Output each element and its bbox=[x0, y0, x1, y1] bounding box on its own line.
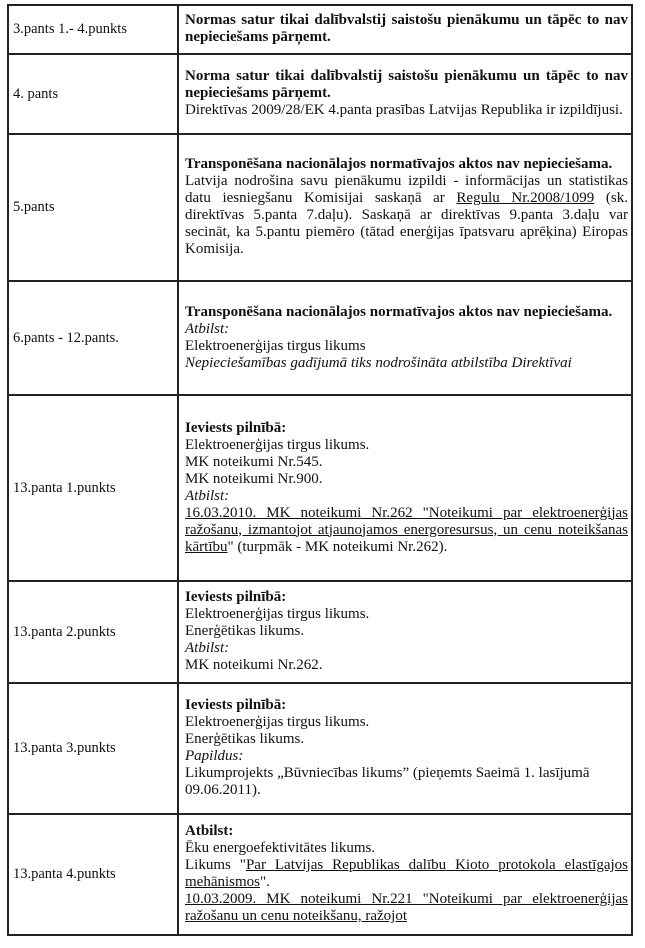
note-cell bbox=[178, 281, 632, 395]
table-row bbox=[8, 814, 632, 935]
note-line: MK noteikumi Nr.900. bbox=[185, 470, 323, 487]
article-cell: 13.panta 4.punkts bbox=[8, 814, 178, 935]
note-line: Enerģētikas likums. bbox=[185, 623, 305, 639]
note-cell bbox=[178, 395, 632, 581]
article-cell: 5.pants bbox=[8, 134, 178, 281]
note-line: Atbilst: bbox=[185, 823, 234, 839]
table-row bbox=[8, 5, 632, 54]
note-line: Papildus: bbox=[185, 748, 244, 764]
note-line: Norma satur tikai dalībvalstij saistošu pienākumu un tāpēc to nav nepieciešams pārņemt. bbox=[185, 68, 628, 101]
note-line: Atbilst: bbox=[185, 320, 230, 337]
note-line: Transponēšana nacionālajos normatīvajos aktos nav nepieciešama. bbox=[185, 156, 613, 172]
note-cell bbox=[178, 5, 632, 54]
table-row bbox=[8, 134, 632, 281]
article-cell: 3.pants 1.- 4.punkts bbox=[8, 5, 178, 54]
note-line: Nepieciešamības gadījumā tiks nodrošināta atbilstība Direktīvai bbox=[185, 354, 572, 371]
note-cell bbox=[178, 814, 632, 935]
article-cell: 13.panta 3.punkts bbox=[8, 683, 178, 814]
note-cell bbox=[178, 134, 632, 281]
note-line: Atbilst: bbox=[185, 640, 230, 656]
note-line: Elektroenerģijas tirgus likums. bbox=[185, 436, 370, 453]
regulation-link[interactable]: 10.03.2009. MK noteikumi Nr.221 "Noteikumi par elektroenerģijas ražošanu un cenu noteikšanu, ražojot bbox=[185, 891, 628, 924]
note-line: Ēku energoefektivitātes likums. bbox=[185, 840, 376, 856]
note-line: Elektroenerģijas tirgus likums. bbox=[185, 714, 370, 730]
note-line: Likumprojekts „Būvniecības likums” (pieņemts Saeimā 1. lasījumā 09.06.2011). bbox=[185, 765, 590, 798]
table-row bbox=[8, 581, 632, 683]
note-cell bbox=[178, 54, 632, 134]
note-line: Atbilst: bbox=[185, 487, 230, 504]
table-row bbox=[8, 281, 632, 395]
note-line: Latvija nodrošina savu pienākumu izpildi - informācijas un statistikas datu iesniegšanu Komisijai saskaņā ar Regulu Nr.2008/1099 (sk. direktīvas 5.panta 7.daļu). Saskaņā ar direktīvas 9.panta 3.daļu var secināt, ka 5.pantu piemēro (tātad enerģijas īpatsvaru aprēķina) Eiropas Komisija. bbox=[185, 173, 628, 257]
transposition-table bbox=[7, 4, 633, 936]
table-row bbox=[8, 54, 632, 134]
note-line: Ieviests pilnībā: bbox=[185, 419, 287, 436]
regulation-link[interactable]: 16.03.2010. MK noteikumi Nr.262 "Noteikumi par elektroenerģijas ražošanu, izmantojot atjaunojamos energoresursus, un cenu noteikšanas kārtību bbox=[185, 504, 628, 555]
note-line: MK noteikumi Nr.545. bbox=[185, 453, 323, 470]
note-line: Enerģētikas likums. bbox=[185, 731, 305, 747]
note-line: Normas satur tikai dalībvalstij saistošu pienākumu un tāpēc to nav nepieciešams pārņemt. bbox=[185, 12, 628, 45]
note-line: Likums "Par Latvijas Republikas dalību Kioto protokola elastīgajos mehānismos". bbox=[185, 857, 628, 890]
law-link[interactable]: Par Latvijas Republikas dalību Kioto protokola elastīgajos mehānismos bbox=[185, 857, 628, 890]
note-line: MK noteikumi Nr.262. bbox=[185, 657, 323, 673]
article-cell: 6.pants - 12.pants. bbox=[8, 281, 178, 395]
note-cell bbox=[178, 683, 632, 814]
note-line: Ieviests pilnībā: bbox=[185, 589, 287, 605]
note-line: Transponēšana nacionālajos normatīvajos aktos nav nepieciešama. bbox=[185, 303, 613, 320]
article-cell: 4. pants bbox=[8, 54, 178, 134]
regulation-link[interactable]: Regulu Nr.2008/1099 bbox=[456, 190, 595, 206]
table-row bbox=[8, 395, 632, 581]
article-cell: 13.panta 1.punkts bbox=[8, 395, 178, 581]
table-row bbox=[8, 683, 632, 814]
note-line: Elektroenerģijas tirgus likums. bbox=[185, 606, 370, 622]
note-line: Direktīvas 2009/28/EK 4.panta prasības Latvijas Republika ir izpildījusi. bbox=[185, 102, 623, 118]
note-line: Elektroenerģijas tirgus likums bbox=[185, 337, 366, 354]
note-line: Ieviests pilnībā: bbox=[185, 697, 287, 713]
article-cell: 13.panta 2.punkts bbox=[8, 581, 178, 683]
note-cell bbox=[178, 581, 632, 683]
note-line: 16.03.2010. MK noteikumi Nr.262 "Noteikumi par elektroenerģijas ražošanu, izmantojot atjaunojamos energoresursus, un cenu noteikšanas kārtību" (turpmāk - MK noteikumi Nr.262). bbox=[185, 504, 628, 555]
